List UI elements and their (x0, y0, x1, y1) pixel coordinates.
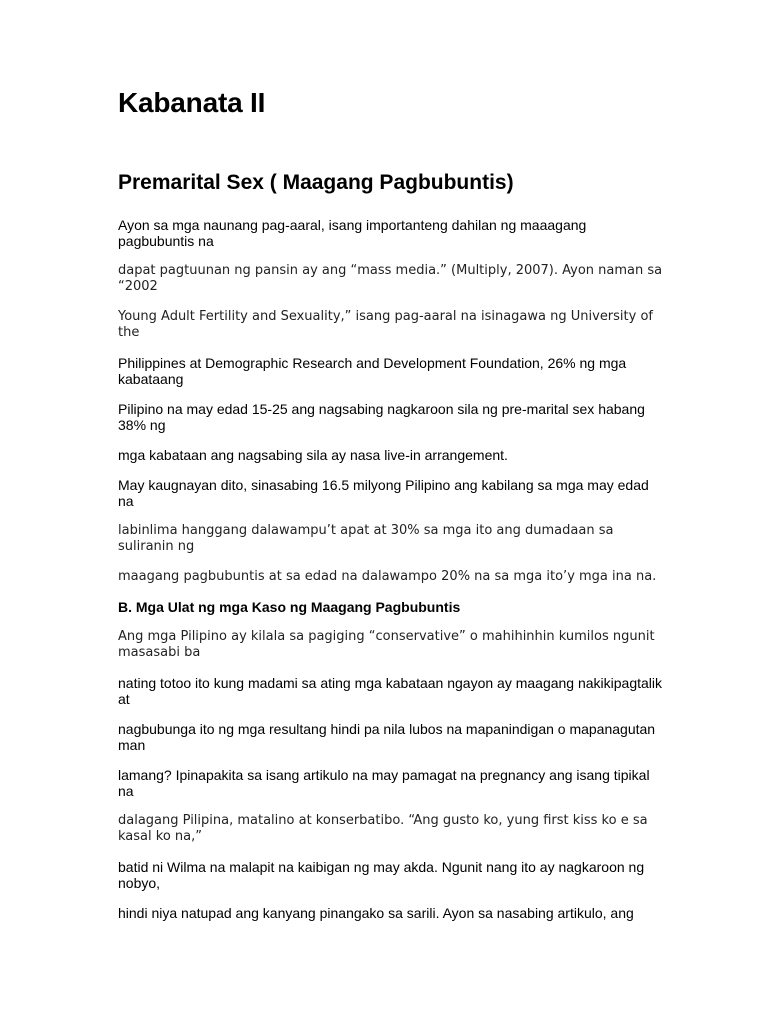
paragraph: Ayon sa mga naunang pag-aaral, isang importanteng dahilan ng maaagang pagbubuntis na (118, 217, 587, 249)
chapter-title: Kabanata II (118, 87, 266, 118)
paragraph: mga kabataan ang nagsabing sila ay nasa live-in arrangement. (118, 447, 508, 463)
paragraph: maagang pagbubuntis at sa edad na dalawampo 20% na sa mga ito’y mga ina na. (118, 569, 657, 584)
paragraph: nagbubunga ito ng mga resultang hindi pa nila lubos na mapanindigan o mapanagutan man (118, 721, 656, 753)
paragraph: Young Adult Fertility and Sexuality,” isang pag-aaral na isinagawa ng University of the (118, 309, 653, 340)
paragraph: Philippines at Demographic Research and Development Foundation, 26% ng mga kabataang (118, 355, 627, 387)
paragraph: labinlima hanggang dalawampu’t apat at 30% sa mga ito ang dumadaan sa suliranin ng (118, 523, 614, 554)
paragraph: hindi niya natupad ang kanyang pinangako sa sarili. Ayon sa nasabing artikulo, ang (118, 905, 634, 921)
paragraph: Ang mga Pilipino ay kilala sa pagiging “conservative” o mahihinhin kumilos ngunit masasabi ba (118, 629, 655, 660)
paragraph: nating totoo ito kung madami sa ating mga kabataan ngayon ay maagang nakikipagtalik at (118, 675, 663, 707)
paragraph: lamang? Ipinapakita sa isang artikulo na may pamagat na pregnancy ang isang tipikal na (118, 767, 650, 799)
paragraph: dapat pagtuunan ng pansin ay ang “mass media.” (Multiply, 2007). Ayon naman sa “2002 (118, 263, 663, 294)
paragraph: dalagang Pilipina, matalino at konserbatibo. “Ang gusto ko, yung first kiss ko e sa kasal ko na,” (118, 813, 648, 844)
document-body (118, 86, 663, 921)
paragraph: batid ni Wilma na malapit na kaibigan ng may akda. Ngunit nang ito ay nagkaroon ng nobyo, (118, 859, 645, 891)
paragraph: Pilipino na may edad 15-25 ang nagsabing nagkaroon sila ng pre-marital sex habang 38% ng (118, 401, 645, 433)
subsection-title: B. Mga Ulat ng mga Kaso ng Maagang Pagbubuntis (118, 599, 461, 615)
paragraph: May kaugnayan dito, sinasabing 16.5 milyong Pilipino ang kabilang sa mga may edad na (118, 477, 649, 509)
section-title: Premarital Sex ( Maagang Pagbubuntis) (118, 171, 514, 194)
